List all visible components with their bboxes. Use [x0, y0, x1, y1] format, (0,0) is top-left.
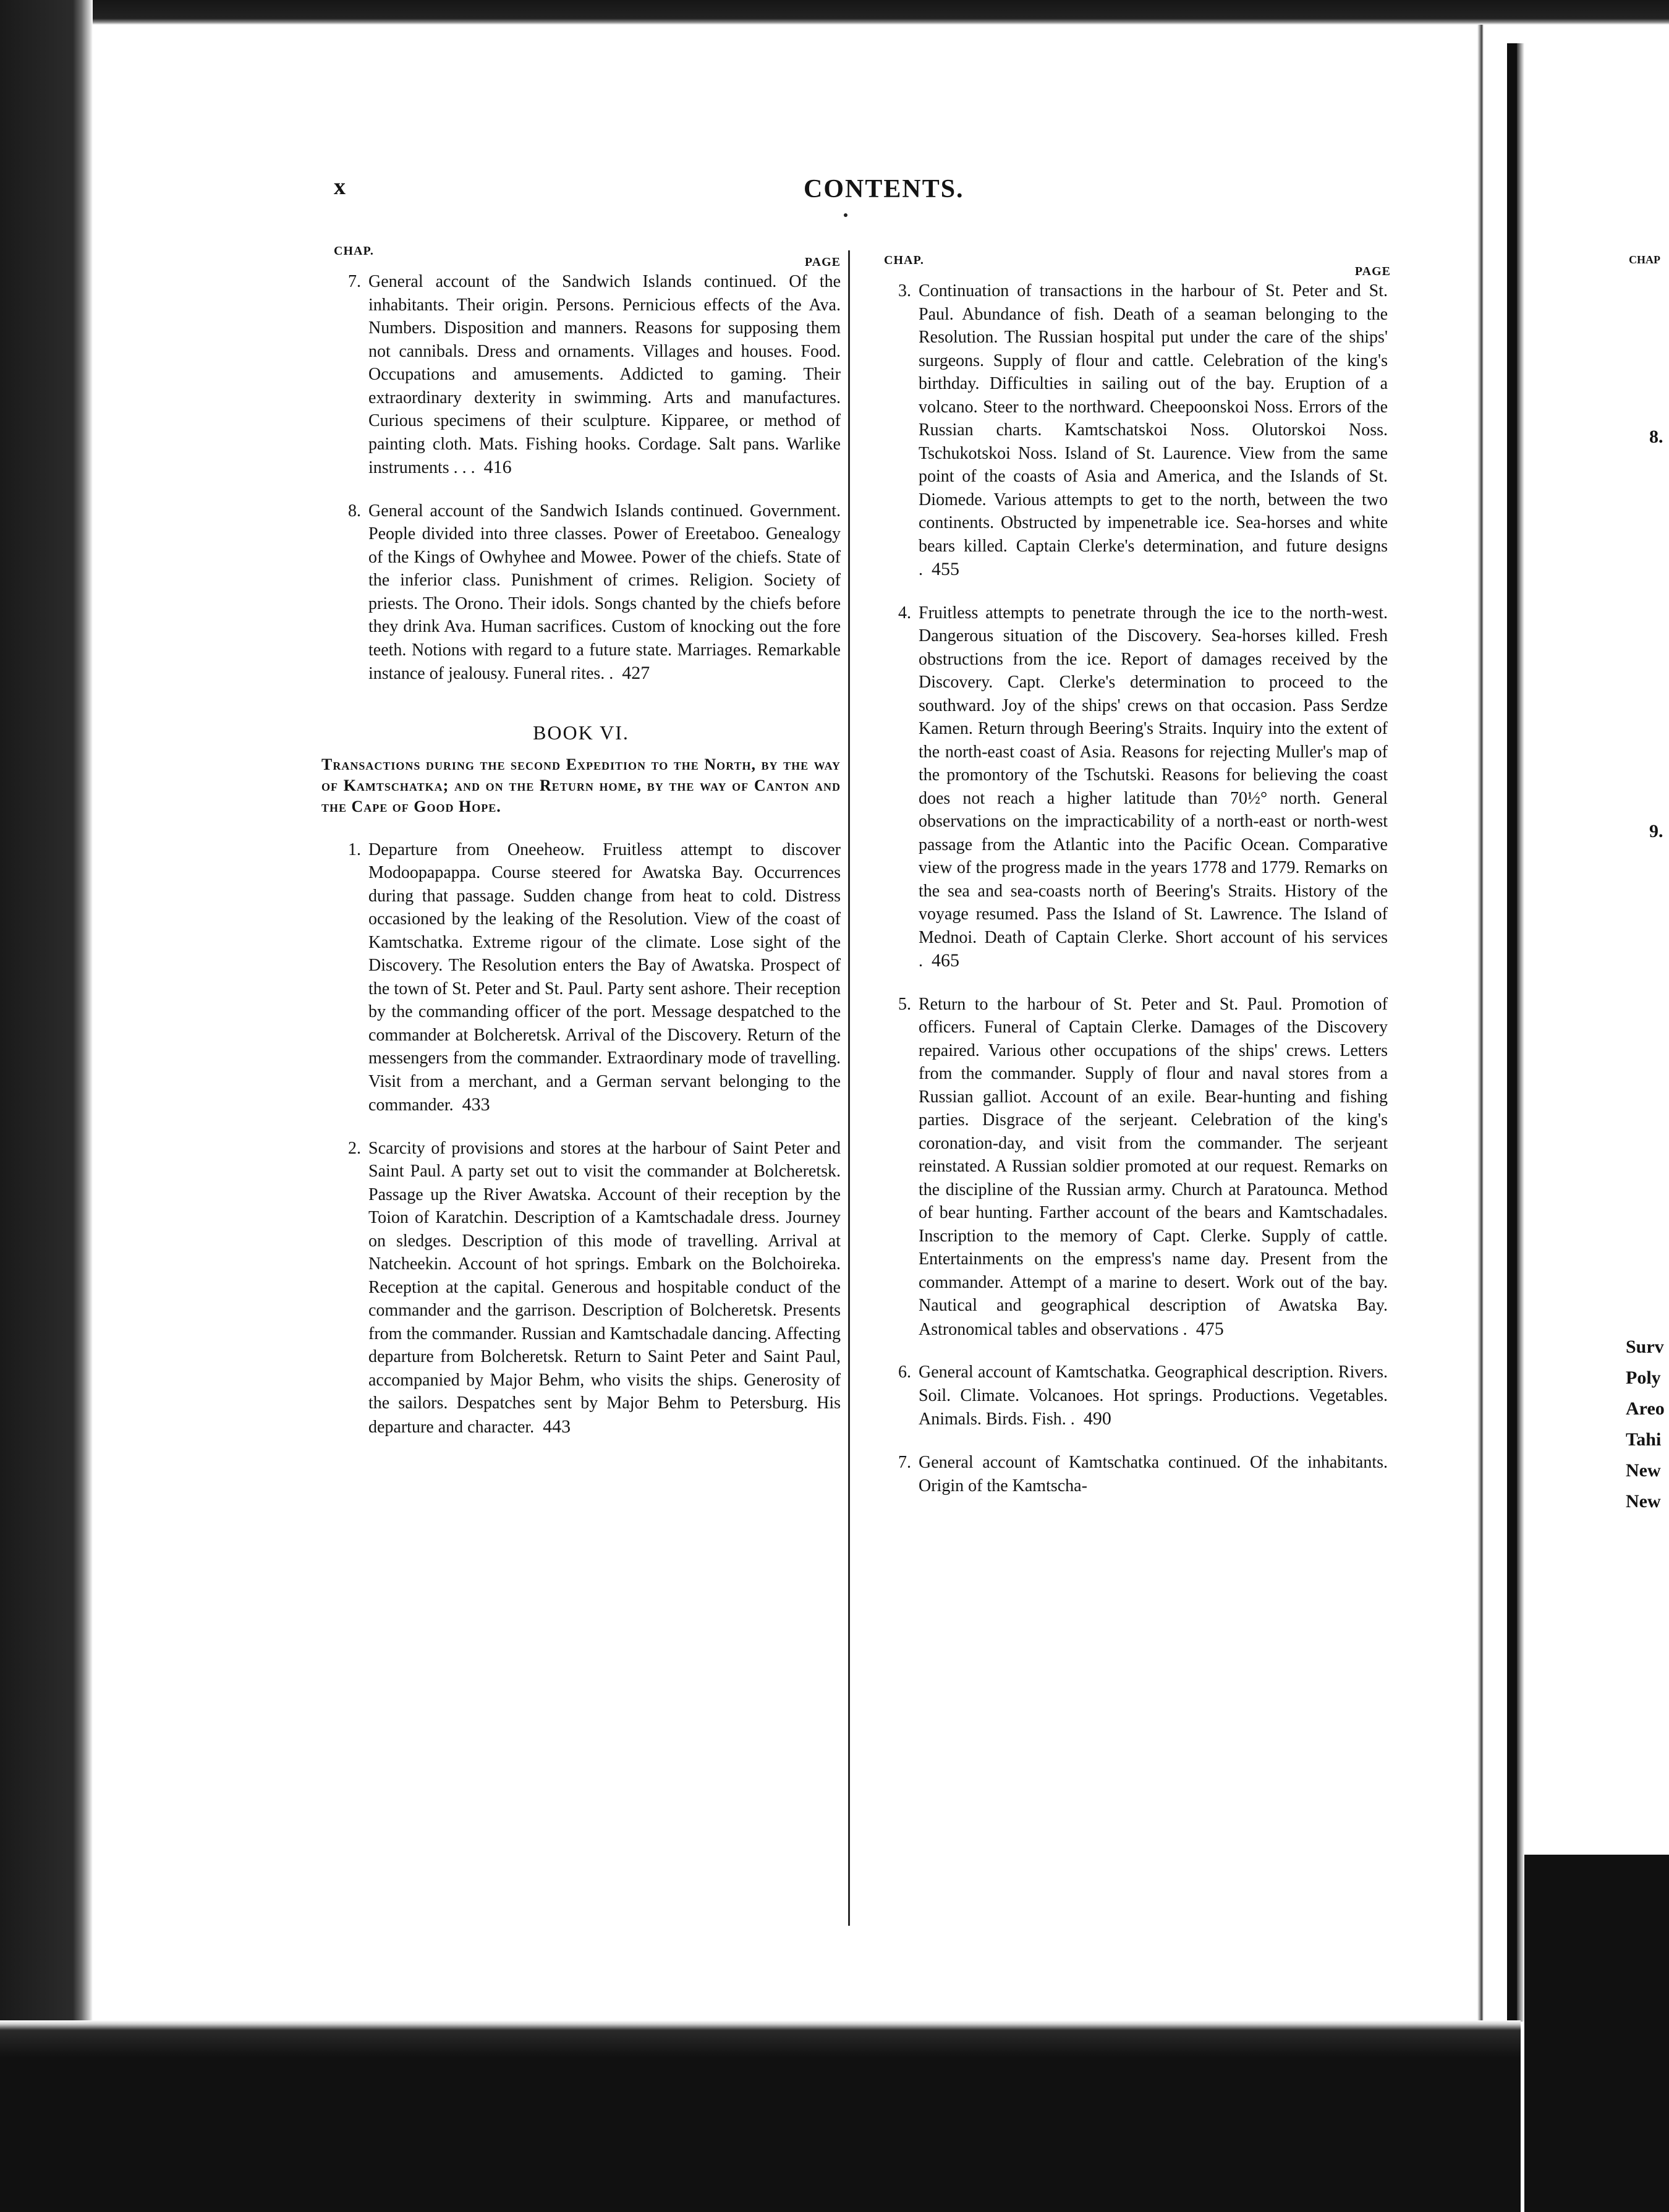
chapter-page: 443	[543, 1416, 571, 1437]
chapter-number: 1.	[348, 840, 361, 859]
chapter-page: 455	[932, 559, 959, 579]
chapter-number: 7.	[898, 1452, 911, 1472]
chapter-number: 6.	[898, 1363, 911, 1382]
chapter-number: 3.	[898, 281, 911, 300]
contents-entry	[872, 993, 1388, 1342]
next-page-number: 8.	[1649, 427, 1663, 447]
chapter-number: 8.	[348, 501, 361, 521]
chapter-summary: General account of the Sandwich Islands continued. Of the inhabitants. Their origin. Persons. Pernicious effects of the Ava. Numbers. Disposition and manners. Reasons for supposing them not cannibals. Dress and ornaments. Villages and houses. Food. Occupations and amusements. Addicted to gaming. Their extraordinary dexterity in swimming. Arts and manufactures. Curious specimens of their sculpture. Kipparee, or method of painting cloth. Mats. Fishing hooks. Cordage. Salt pans. Warlike instruments . . . 416	[368, 272, 841, 477]
contents-entry	[872, 279, 1388, 582]
scan-left-edge	[0, 0, 93, 2212]
chapter-page	[1087, 1475, 1096, 1495]
chap-label: CHAP.	[884, 253, 924, 267]
chapter-summary: General account of the Sandwich Islands continued. Government. People divided into three classes. Power of Ereetaboo. Genealogy of the Kings of Owhyhee and Mowee. Power of the chiefs. State of the inferior class. Punishment of crimes. Religion. Society of priests. The Orono. Their idols. Songs chanted by the chiefs before they drink Ava. Human sacrifices. Custom of knocking out the fore teeth. Notions with regard to a future state. Marriages. Remarkable instance of jealousy. Funeral rites. . 427	[368, 501, 841, 683]
next-page-word: Areo	[1626, 1398, 1665, 1419]
stray-dot	[844, 213, 847, 217]
next-page-word: New	[1626, 1491, 1661, 1512]
next-page-word: New	[1626, 1460, 1661, 1481]
contents-entry	[872, 602, 1388, 973]
chapter-page: 475	[1195, 1318, 1224, 1339]
contents-entry	[321, 838, 841, 1117]
chapter-summary: Continuation of transactions in the harbour of St. Peter and St. Paul. Abundance of fish. Death of a seaman belonging to the Resolution. The Russian hospital put under the care of the ships' surgeons. Supply of flour and cattle. Celebration of the king's birthday. Difficulties in sailing out of the bay. Eruption of a volcano. Steer to the northward. Cheepoonskoi Noss. Errors of the Russian charts. Kamtschatskoi Noss. Olutorskoi Noss. Tschukotskoi Noss. Island of St. Laurence. View from the same point of the coasts of Asia and America, and the Islands of St. Diomede. Various attempts to get to the north, between the two continents. Obstructed by impenetrable ice. Sea-horses and white bears killed. Captain Clerke's determination, and future designs . 455	[919, 281, 1388, 579]
next-page-edge	[1517, 43, 1524, 2022]
chapter-summary: Departure from Oneeheow. Fruitless attempt to discover Modoopapappa. Course steered for Awatska Bay. Occurrences during that passage. Sudden change from heat to cold. Distress occasioned by the leaking of the Resolution. View of the coast of Kamtschatka. Extreme rigour of the climate. Lose sight of the Discovery. The Resolution enters the Bay of Awatska. Prospect of the town of St. Peter and St. Paul. Party sent ashore. Their reception by the commanding officer of the port. Message despatched to the commander at Bolcheretsk. Arrival of the Discovery. Return of the messengers from the commander. Extraordinary mode of travelling. Visit from a merchant, and a German servant belonging to the commander. 433	[368, 840, 841, 1115]
contents-entry	[872, 1361, 1388, 1431]
book-description: Transactions during the second Expedition to the North, by the way of Kamtschatka; and on the Return home, by the way of Canton and the Cape of Good Hope.	[321, 755, 841, 815]
contents-entry	[321, 270, 841, 480]
page-label: PAGE	[804, 255, 841, 269]
page-title: CONTENTS.	[804, 175, 964, 203]
chapter-page: 416	[483, 457, 512, 477]
next-page-word: Tahi	[1626, 1429, 1662, 1450]
left-column	[321, 244, 841, 1458]
page-right-edge	[1477, 25, 1484, 2020]
right-column	[872, 253, 1391, 1518]
chapter-number: 2.	[348, 1138, 361, 1158]
next-page-chap-label: CHAP	[1629, 253, 1660, 266]
next-page-word: Surv	[1626, 1337, 1664, 1357]
page-marker: x	[334, 174, 346, 200]
contents-entry	[321, 1137, 841, 1439]
chapter-summary: General account of Kamtschatka continued. Of the inhabitants. Origin of the Kamtscha-	[919, 1452, 1388, 1495]
next-page-word: Poly	[1626, 1368, 1661, 1388]
contents-entry	[872, 1451, 1388, 1498]
book-heading: BOOK VI.	[533, 721, 629, 744]
contents-entry	[321, 500, 841, 686]
next-page-number: 9.	[1649, 821, 1663, 841]
chap-label: CHAP.	[334, 244, 374, 258]
right-column-header	[872, 253, 1391, 279]
chapter-number: 4.	[898, 603, 911, 623]
chapter-summary: Return to the harbour of St. Peter and St. Paul. Promotion of officers. Funeral of Captain Clerke. Damages of the Discovery repaired. Various other occupations of the ships' crews. Letters from the commander. Supply of flour and naval stores from a Russian galliot. Account of an exile. Bear-hunting and fishing parties. Disgrace of the serjeant. Celebration of the king's coronation-day, and visit from the commander. The serjeant reinstated. A Russian soldier promoted at our request. Remarks on the discipline of the Russian army. Church at Paratounca. Method of bear hunting. Farther account of the bears and Kamtschadales. Inscription to the memory of Capt. Clerke. Supply of cattle. Entertainments on the empress's name day. Present from the commander. Attempt of a marine to desert. Work out of the bay. Nautical and geographical description of Awatska Bay. Astronomical tables and observations . 475	[919, 994, 1388, 1339]
left-column-header	[321, 244, 841, 270]
gutter-shadow	[1507, 43, 1517, 2022]
column-rule	[848, 250, 850, 1926]
chapter-summary: Fruitless attempts to penetrate through the ice to the north-west. Dangerous situation of the Discovery. Sea-horses killed. Fresh obstructions from the ice. Report of damages received by the Discovery. Capt. Clerke's determination to proceed to the southward. Joy of the ships' crews on that occasion. Pass Serdze Kamen. Return through Beering's Straits. Inquiry into the extent of the north-east coast of Asia. Reasons for rejecting Muller's map of the promontory of the Tschutski. Reasons for believing the coast does not reach a higher latitude than 70½° north. General observations on the impracticability of a north-east or north-west passage from the Atlantic into the Pacific Ocean. Comparative view of the progress made in the years 1778 and 1779. Remarks on the sea and sea-coasts north of Beering's Straits. History of the voyage resumed. Pass the Island of St. Lawrence. The Island of Mednoi. Death of Captain Clerke. Short account of his services . 465	[919, 603, 1388, 971]
scan-top-edge	[0, 0, 1669, 25]
chapter-page: 427	[622, 663, 650, 683]
chapter-page: 433	[462, 1094, 490, 1115]
chapter-page: 465	[932, 950, 959, 971]
scan-bottom-edge	[0, 2020, 1521, 2212]
chapter-summary: Scarcity of provisions and stores at the harbour of Saint Peter and Saint Paul. A party set out to visit the commander at Bolcheretsk. Passage up the River Awatska. Account of their reception by the Toion of Karatchin. Description of a Kamtschadale dress. Journey on sledges. Description of this mode of travelling. Arrival at Natcheekin. Account of hot springs. Embark on the Bolchoireka. Reception at the capital. Generous and hospitable conduct of the commander and the garrison. Description of Bolcheretsk. Presents from the commander. Russian and Kamtschadale dancing. Affecting departure from Bolcheretsk. Return to Saint Peter and Saint Paul, accompanied by Major Behm, who visits the ships. Generosity of the sailors. Despatches sent by Major Behm to Petersburg. His departure and character. 443	[368, 1138, 841, 1437]
chapter-summary: General account of Kamtschatka. Geographical description. Rivers. Soil. Climate. Volcanoes. Hot springs. Productions. Vegetables. Animals. Birds. Fish. . 490	[919, 1363, 1388, 1429]
page-label: PAGE	[1354, 265, 1391, 278]
chapter-number: 5.	[898, 994, 911, 1014]
chapter-page: 490	[1083, 1408, 1111, 1429]
chapter-number: 7.	[348, 272, 361, 291]
scan-right-dark	[1524, 1855, 1669, 2212]
